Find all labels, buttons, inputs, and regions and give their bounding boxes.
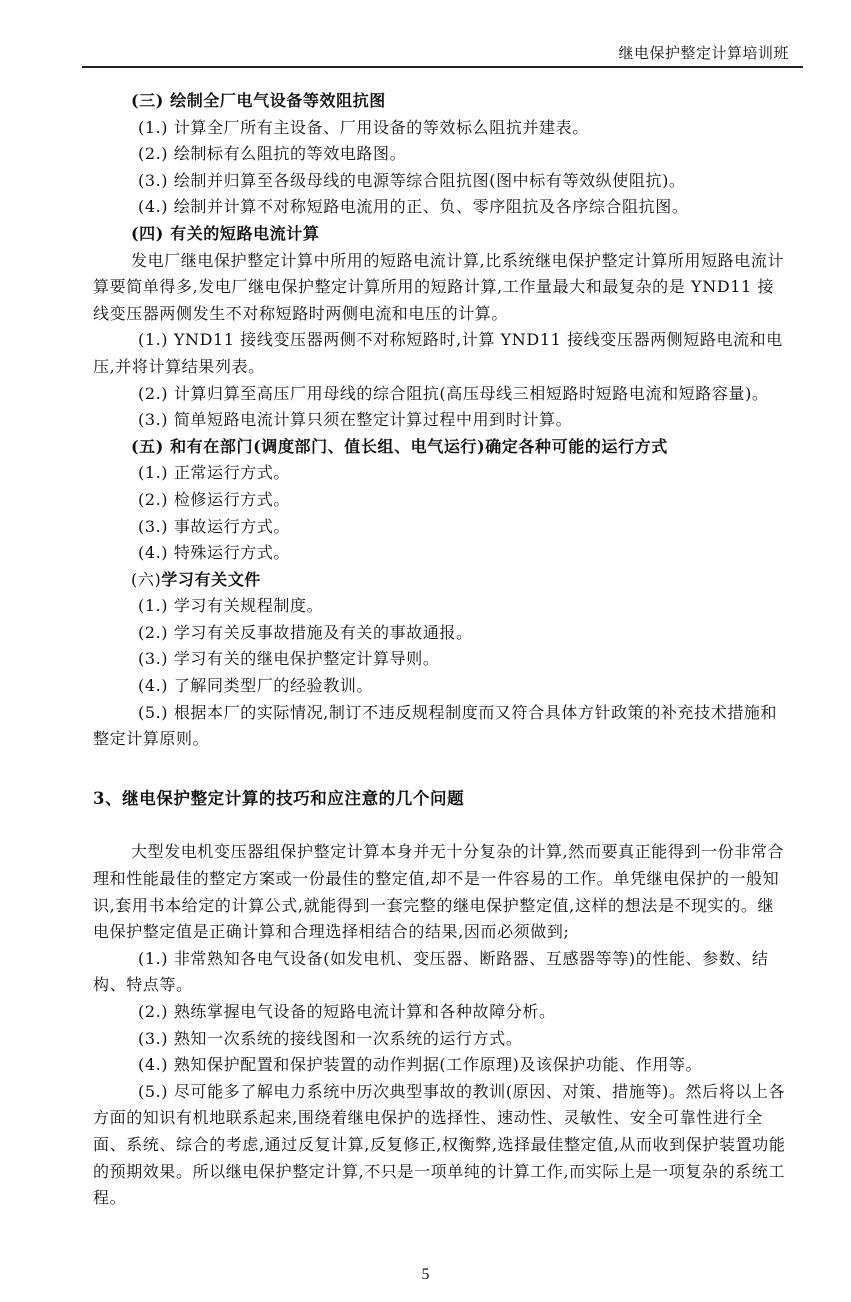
list-item: (3.) 学习有关的继电保护整定计算导则。 — [138, 649, 440, 669]
running-header-title: 继电保护整定计算培训班 — [618, 44, 789, 62]
page-number: 5 — [421, 1266, 430, 1283]
paragraph: 发电厂继电保护整定计算中所用的短路电流计算,比系统继电保护整定计算所用短路电流计算要简单得多,发电厂继电保护整定计算所用的短路计算,工作量最大和最复杂的是 YND11 接线变压器两侧发生不对称短路时两侧电流和电压的计算。 — [93, 250, 785, 323]
subsection-4-heading: (四) 有关的短路电流计算 — [131, 223, 320, 243]
subsection-6-heading — [93, 567, 789, 594]
list-item: (2.) 绘制标有么阻抗的等效电路图。 — [138, 144, 407, 164]
list-item: (1.) 学习有关规程制度。 — [138, 596, 324, 616]
list-item: (3.) 事故运行方式。 — [138, 516, 291, 536]
list-item: (3.) 熟知一次系统的接线图和一次系统的运行方式。 — [138, 1028, 523, 1048]
subsection-5-heading: (五) 和有在部门(调度部门、值长组、电气运行)确定各种可能的运行方式 — [131, 436, 668, 456]
list-item: (1.) 非常熟知各电气设备(如发电机、变压器、断路器、互感器等等)的性能、参数、结构、特点等。 — [93, 948, 769, 995]
subsection-6-title: 学习有关文件 — [161, 569, 261, 589]
list-item: (1.) YND11 接线变压器两侧不对称短路时,计算 YND11 接线变压器两侧短路电流和电压,并将计算结果列表。 — [93, 330, 783, 376]
list-item: (1.) 正常运行方式。 — [138, 463, 291, 483]
subsection-3-heading: (三) 绘制全厂电气设备等效阻抗图 — [131, 91, 386, 110]
list-item: (2.) 学习有关反事故措施及有关的事故通报。 — [138, 622, 473, 642]
list-item: (5.) 根据本厂的实际情况,制订不违反规程制度而又符合具体方针政策的补充技术措施和整定计算原则。 — [93, 702, 778, 749]
list-item: (4.) 特殊运行方式。 — [138, 543, 291, 563]
list-item: (4.) 熟知保护配置和保护装置的动作判据(工作原理)及该保护功能、作用等。 — [138, 1055, 703, 1075]
list-item: (2.) 计算归算至高压厂用母线的综合阻抗(高压母线三相短路时短路电流和短路容量)。 — [138, 383, 769, 403]
list-item: (3.) 绘制并归算至各级母线的电源等综合阻抗图(图中标有等效纵使阻抗)。 — [138, 170, 686, 190]
list-item: (2.) 熟练掌握电气设备的短路电流计算和各种故障分析。 — [138, 1002, 556, 1021]
list-item: (4.) 了解同类型厂的经验教训。 — [138, 676, 374, 696]
list-item: (1.) 计算全厂所有主设备、厂用设备的等效标么阻抗并建表。 — [138, 117, 589, 137]
subsection-6-prefix: (六) — [131, 569, 162, 589]
list-item: (3.) 简单短路电流计算只须在整定计算过程中用到时计算。 — [138, 410, 573, 430]
section-3-heading: 3、继电保护整定计算的技巧和应注意的几个问题 — [93, 788, 465, 808]
list-item: (2.) 检修运行方式。 — [138, 489, 291, 509]
paragraph: 大型发电机变压器组保护整定计算本身并无十分复杂的计算,然而要真正能得到一份非常合理和性能最佳的整定方案或一份最佳的整定值,却不是一件容易的工作。单凭继电保护的一般知识,套用书本给定的计算公式,就能得到一套完整的继电保护整定值,这样的想法是不现实的。继电保护整定值是正确计算和合理选择相结合的结果,因而必须做到; — [93, 842, 785, 942]
list-item: (4.) 绘制并计算不对称短路电流用的正、负、零序阻抗及各序综合阻抗图。 — [138, 197, 689, 217]
list-item: (5.) 尽可能多了解电力系统中历次典型事故的教训(原因、对策、措施等)。然后将以上各方面的知识有机地联系起来,围绕着继电保护的选择性、速动性、灵敏性、安全可靠性进行全面、系统、综合的考虑,通过反复计算,反复修正,权衡弊,选择最佳整定值,从而收到保护装置功能的预期效果。所以继电保护整定计算,不只是一项单纯的计算工作,而实际上是一项复杂的系统工程。 — [93, 1081, 786, 1208]
page-body — [93, 88, 789, 1212]
header-divider — [82, 66, 803, 68]
